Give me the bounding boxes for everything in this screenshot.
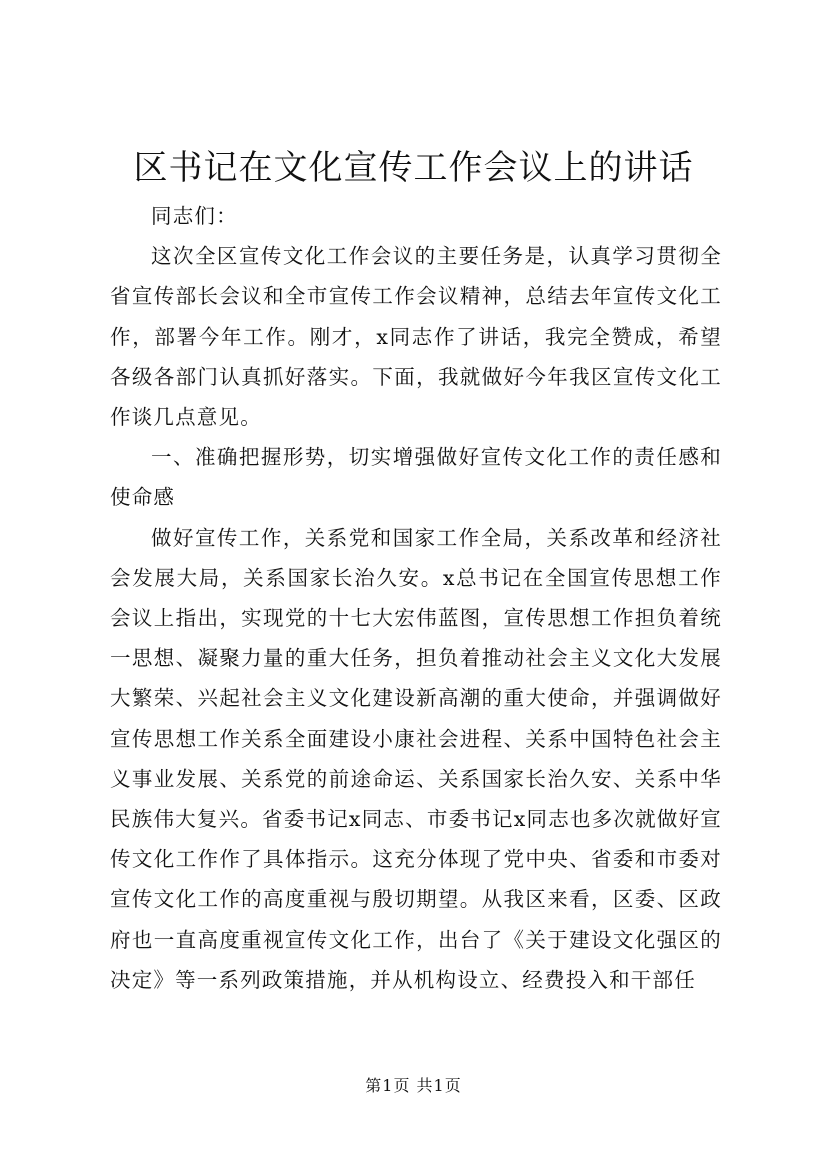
document-title: 区书记在文化宣传工作会议上的讲话	[133, 148, 694, 188]
section-heading-1: 一、准确把握形势，切实增强做好宣传文化工作的责任感和使命感	[110, 445, 722, 510]
paragraph-body: 做好宣传工作，关系党和国家工作全局，关系改革和经济社会发展大局，关系国家长治久安。x总书记在全国宣传思想工作会议上指出，实现党的十七大宏伟蓝图，宣传思想工作担负着统一思想、凝聚力量的重大任务，担负着推动社会主义文化大发展大繁荣、兴起社会主义文化建设新高潮的重大使命，并强调做好宣传思想工作关系全面建设小康社会进程、关系中国特色社会主义事业发展、关系党的前途命运、关系国家长治久安、关系中华民族伟大复兴。省委书记x同志、市委书记x同志也多次就做好宣传文化工作作了具体指示。这充分体现了党中央、省委和市委对宣传文化工作的高度重视与殷切期望。从我区来看，区委、区政府也一直高度重视宣传文化工作，出台了《关于建设文化强区的决定》等一系列政策措施，并从机构设立、经费投入和干部任	[110, 525, 722, 992]
paragraph-intro: 这次全区宣传文化工作会议的主要任务是，认真学习贯彻全省宣传部长会议和全市宣传工作会议精神，总结去年宣传文化工作，部署今年工作。刚才，x同志作了讲话，我完全赞成，希望各级各部门认真抓好落实。下面，我就做好今年我区宣传文化工作谈几点意见。	[110, 244, 722, 430]
page-footer: 第1页 共1页	[365, 1076, 462, 1095]
salutation: 同志们：	[151, 204, 238, 228]
document-body	[110, 196, 722, 1000]
